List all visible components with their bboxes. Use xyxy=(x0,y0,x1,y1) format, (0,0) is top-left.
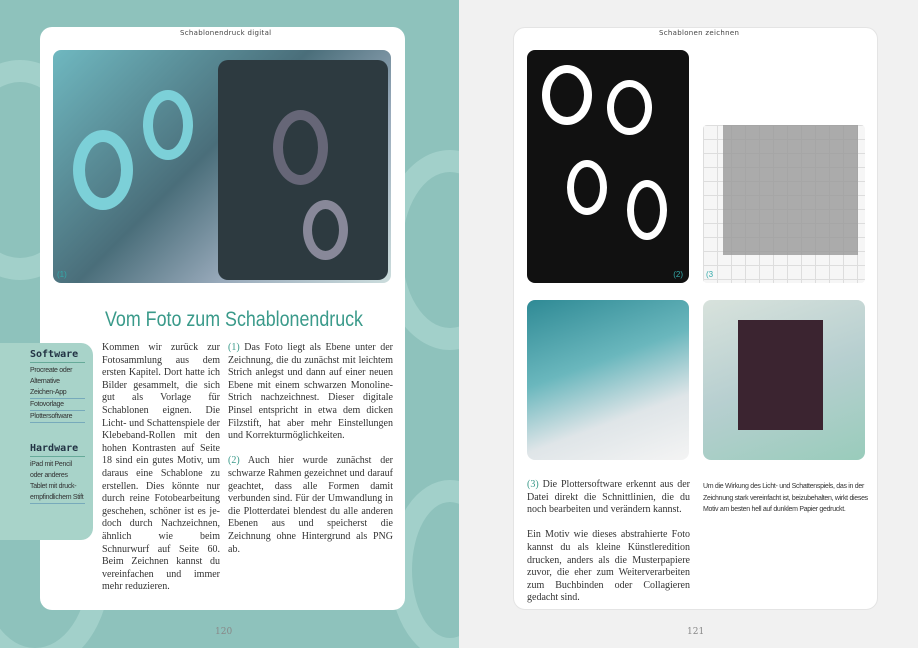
photo-cut-stencil xyxy=(527,300,689,460)
page-title: Vom Foto zum Schablonendruck xyxy=(105,308,363,331)
note-text: Das Foto liegt als Ebene unter der Zeichnung, die du zunächst mit leichtem Strich anlegst und dann auf einer neuen Ebene mit einem schwarzen Monoline-Strich nachzeichnest. Dieser digitale Pinsel entspricht in etwa dem dicken Filzstift, hat aber mehr Einstellungen und Korrekturmöglichkeiten. xyxy=(228,342,393,442)
stencil-preview xyxy=(723,125,858,255)
paragraph: Ein Motiv wie dieses abstrahierte Foto kannst du als kleine Künstleredition drucken, anders als die Musterpapiere zuvor, die eher zum Weiterverarbeiten zum Buchbinden oder Collagieren gedacht sind. xyxy=(527,529,690,604)
software-item: Procreate oder Alternative Zeichen-App xyxy=(30,365,85,399)
stencil-drawing xyxy=(527,50,689,283)
note-text: Die Plottersoftware erkennt aus der Datei direkt die Schnittlinien, die du noch bearbeiten und verändern kannst. xyxy=(527,479,690,516)
note-tag: (3) xyxy=(527,479,539,490)
note-text: Auch hier wurde zunächst der schwarze Rahmen gezeichnet und darauf geachtet, dass alle Formen damit verbunden sind. Für der Umwandlung in die Plotterdatei blendest du alle anderen Ebenen aus und speicherst die Zeichnung ohne Hintergrund als PNG ab. xyxy=(228,455,393,555)
hardware-heading: Hardware xyxy=(30,443,85,457)
note-paragraph xyxy=(228,342,393,443)
plotter-software-grid xyxy=(703,125,865,283)
materials-sidebar xyxy=(0,343,93,540)
stencil-ring xyxy=(143,90,193,160)
note-paragraph xyxy=(527,479,690,517)
note-tag: (1) xyxy=(228,342,240,353)
stencil-ring xyxy=(303,200,348,260)
note-tag: (2) xyxy=(228,455,240,467)
software-heading: Software xyxy=(30,349,85,363)
right-body-text xyxy=(527,479,690,618)
photo-printed-stencil xyxy=(703,300,865,460)
stencil-ring xyxy=(627,180,667,240)
software-item: Fotovorlage xyxy=(30,399,85,411)
body-column-1: Kommen wir zurück zur Fotosammlung aus dem ersten Kapitel. Dort hatte ich Bilder gesammelt, die sich gut als Vorlage für Schablonen eignen. Die Licht- und Schattenspiele der Klebeband-Rollen mit den hohen Kontrasten auf Seite 18 sind ein gutes Motiv, um daraus eine Schablone zu erstellen. Dies könnte nur durch reine Fotobearbeitung geschehen, schöner ist es jedoch durch Nachzeichnen, ähnlich wie beim Schnurwurf auf Seite 60. Beim Zeichnen kannst du vereinfachen und immer mehr reduzieren. xyxy=(102,342,220,593)
image-label: (3 xyxy=(706,270,714,279)
printed-motif xyxy=(738,320,823,430)
photo-stencil-ipad xyxy=(53,50,391,283)
photo-label: (1) xyxy=(57,270,67,279)
stencil-ring xyxy=(567,160,607,215)
stencil-ring xyxy=(607,80,652,135)
body-column-2 xyxy=(228,342,393,569)
stencil-ring xyxy=(73,130,133,210)
image-caption: Um die Wirkung des Licht- und Schattenspiels, das in der Zeichnung stark vereinfacht ist, beizubehalten, wirkt dieses Motiv am besten hell auf dunklem Papier gedruckt. xyxy=(703,483,868,513)
running-header: Schablonen zeichnen xyxy=(659,29,740,37)
software-item: Plottersoftware xyxy=(30,411,85,423)
page-number: 121 xyxy=(687,627,705,637)
note-paragraph xyxy=(228,455,393,556)
stencil-ring xyxy=(273,110,328,185)
hardware-item: iPad mit Pencil oder anderes Tablet mit druck-empfindlichem Stift xyxy=(30,459,85,504)
image-label: (2) xyxy=(673,270,683,279)
running-header: Schablonendruck digital xyxy=(180,29,272,37)
page-number: 120 xyxy=(215,627,233,637)
stencil-ring xyxy=(542,65,592,125)
